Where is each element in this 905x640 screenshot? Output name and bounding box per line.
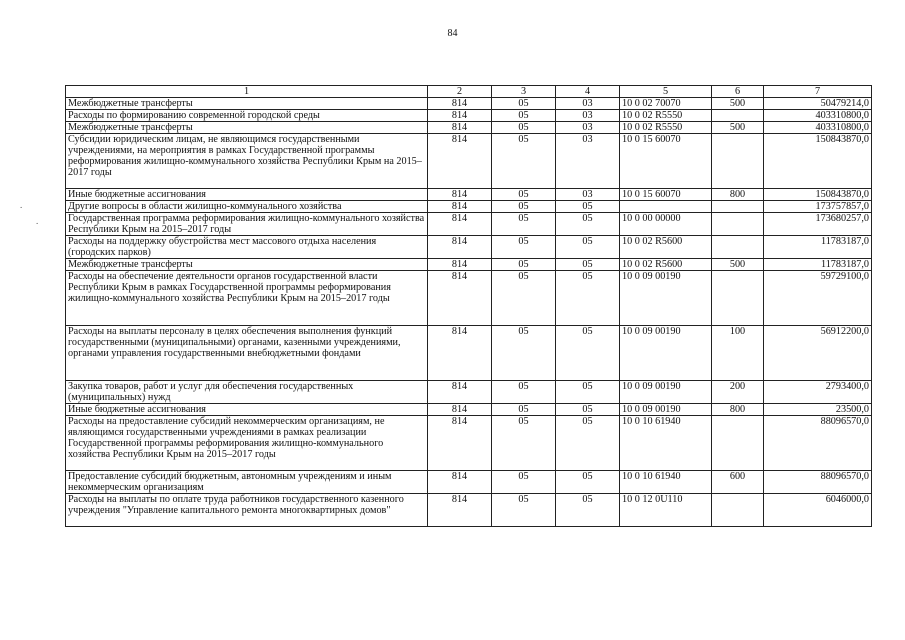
cell-rz: 05 [492, 494, 556, 527]
cell-ved: 814 [428, 471, 492, 494]
cell-csr: 10 0 09 00190 [620, 381, 712, 404]
cell-sum: 173680257,0 [764, 213, 872, 236]
cell-pr: 05 [556, 471, 620, 494]
cell-name: Расходы на предоставление субсидий некоммерческим организациям, не являющимся государственными учреждениями в рамках реализации Государственной программы реформирования жилищно-коммунального хозяйства Республики Крым на 2015–2017 годы [66, 416, 428, 471]
cell-vr: 500 [712, 98, 764, 110]
cell-ved: 814 [428, 110, 492, 122]
table-row [66, 201, 872, 213]
cell-ved: 814 [428, 259, 492, 271]
cell-pr: 05 [556, 404, 620, 416]
cell-ved: 814 [428, 271, 492, 326]
cell-pr: 05 [556, 494, 620, 527]
cell-vr: 200 [712, 381, 764, 404]
cell-rz: 05 [492, 471, 556, 494]
table-body [66, 98, 872, 527]
cell-csr: 10 0 09 00190 [620, 326, 712, 381]
cell-pr: 05 [556, 326, 620, 381]
cell-csr: 10 0 09 00190 [620, 404, 712, 416]
cell-rz: 05 [492, 201, 556, 213]
cell-ved: 814 [428, 98, 492, 110]
cell-pr: 05 [556, 201, 620, 213]
cell-rz: 05 [492, 189, 556, 201]
table-row [66, 271, 872, 326]
table-row [66, 381, 872, 404]
cell-name: Межбюджетные трансферты [66, 259, 428, 271]
cell-rz: 05 [492, 271, 556, 326]
cell-vr: 800 [712, 404, 764, 416]
cell-ved: 814 [428, 189, 492, 201]
cell-csr: 10 0 10 61940 [620, 471, 712, 494]
cell-pr: 03 [556, 189, 620, 201]
cell-sum: 88096570,0 [764, 471, 872, 494]
cell-name: Иные бюджетные ассигнования [66, 404, 428, 416]
cell-name: Расходы на обеспечение деятельности органов государственной власти Республики Крым в рамках Государственной программы реформирования жилищно-коммунального хозяйства Республики Крым на 2015–2017 годы [66, 271, 428, 326]
side-mark: . [20, 200, 23, 210]
cell-csr: 10 0 12 0U110 [620, 494, 712, 527]
cell-ved: 814 [428, 122, 492, 134]
cell-vr [712, 271, 764, 326]
column-header: 5 [620, 86, 712, 98]
cell-vr [712, 213, 764, 236]
cell-vr [712, 201, 764, 213]
cell-vr: 800 [712, 189, 764, 201]
cell-rz: 05 [492, 404, 556, 416]
table-row [66, 213, 872, 236]
cell-ved: 814 [428, 213, 492, 236]
cell-vr: 500 [712, 259, 764, 271]
cell-csr: 10 0 15 60070 [620, 134, 712, 189]
table-row [66, 189, 872, 201]
table-row [66, 259, 872, 271]
table-row [66, 494, 872, 527]
cell-name: Расходы на выплаты персоналу в целях обеспечения выполнения функций государственными (муниципальными) органами, казенными учреждениями, органами управления государственными внебюджетными фондами [66, 326, 428, 381]
cell-name: Расходы на поддержку обустройства мест массового отдыха населения (городских парков) [66, 236, 428, 259]
column-header: 3 [492, 86, 556, 98]
cell-sum: 50479214,0 [764, 98, 872, 110]
cell-ved: 814 [428, 236, 492, 259]
cell-vr [712, 134, 764, 189]
cell-sum: 150843870,0 [764, 134, 872, 189]
side-mark: . [36, 216, 39, 226]
cell-sum: 403310800,0 [764, 122, 872, 134]
cell-sum: 11783187,0 [764, 259, 872, 271]
cell-name: Другие вопросы в области жилищно-коммунального хозяйства [66, 201, 428, 213]
cell-name: Предоставление субсидий бюджетным, автономным учреждениям и иным некоммерческим организациям [66, 471, 428, 494]
table-row [66, 236, 872, 259]
cell-pr: 03 [556, 122, 620, 134]
cell-vr [712, 494, 764, 527]
cell-ved: 814 [428, 404, 492, 416]
cell-name: Иные бюджетные ассигнования [66, 189, 428, 201]
cell-csr: 10 0 15 60070 [620, 189, 712, 201]
cell-sum: 23500,0 [764, 404, 872, 416]
cell-csr: 10 0 10 61940 [620, 416, 712, 471]
cell-csr: 10 0 02 R5550 [620, 122, 712, 134]
cell-sum: 403310800,0 [764, 110, 872, 122]
cell-pr: 05 [556, 416, 620, 471]
cell-pr: 05 [556, 259, 620, 271]
cell-csr [620, 201, 712, 213]
cell-pr: 05 [556, 381, 620, 404]
cell-name: Межбюджетные трансферты [66, 122, 428, 134]
cell-name: Расходы по формированию современной городской среды [66, 110, 428, 122]
cell-rz: 05 [492, 122, 556, 134]
cell-sum: 88096570,0 [764, 416, 872, 471]
cell-ved: 814 [428, 134, 492, 189]
table-row [66, 404, 872, 416]
cell-name: Закупка товаров, работ и услуг для обеспечения государственных (муниципальных) нужд [66, 381, 428, 404]
cell-sum: 11783187,0 [764, 236, 872, 259]
column-header: 1 [66, 86, 428, 98]
cell-rz: 05 [492, 236, 556, 259]
cell-name: Государственная программа реформирования жилищно-коммунального хозяйства Республики Крым на 2015–2017 годы [66, 213, 428, 236]
cell-ved: 814 [428, 381, 492, 404]
cell-rz: 05 [492, 416, 556, 471]
cell-name: Субсидии юридическим лицам, не являющимся государственными учреждениями, на мероприятия в рамках Государственной программы реформирования жилищно-коммунального хозяйства Республики Крым на 2015–2017 годы [66, 134, 428, 189]
cell-vr [712, 236, 764, 259]
cell-rz: 05 [492, 326, 556, 381]
cell-pr: 05 [556, 236, 620, 259]
cell-rz: 05 [492, 98, 556, 110]
cell-pr: 03 [556, 110, 620, 122]
page-number: 84 [447, 28, 458, 39]
table-row [66, 134, 872, 189]
cell-pr: 03 [556, 98, 620, 110]
cell-rz: 05 [492, 381, 556, 404]
cell-sum: 59729100,0 [764, 271, 872, 326]
table-row [66, 416, 872, 471]
table-row [66, 98, 872, 110]
table-row [66, 110, 872, 122]
cell-vr: 500 [712, 122, 764, 134]
column-header: 2 [428, 86, 492, 98]
cell-ved: 814 [428, 416, 492, 471]
cell-ved: 814 [428, 326, 492, 381]
cell-sum: 150843870,0 [764, 189, 872, 201]
cell-sum: 173757857,0 [764, 201, 872, 213]
cell-csr: 10 0 02 R5600 [620, 259, 712, 271]
column-header: 6 [712, 86, 764, 98]
cell-csr: 10 0 00 00000 [620, 213, 712, 236]
table-row [66, 122, 872, 134]
cell-csr: 10 0 02 R5600 [620, 236, 712, 259]
cell-rz: 05 [492, 110, 556, 122]
cell-pr: 05 [556, 213, 620, 236]
cell-ved: 814 [428, 201, 492, 213]
cell-vr [712, 416, 764, 471]
column-header: 4 [556, 86, 620, 98]
cell-rz: 05 [492, 259, 556, 271]
cell-sum: 56912200,0 [764, 326, 872, 381]
cell-name: Межбюджетные трансферты [66, 98, 428, 110]
table-row [66, 471, 872, 494]
column-header: 7 [764, 86, 872, 98]
cell-name: Расходы на выплаты по оплате труда работников государственного казенного учреждения "Управление капитального ремонта многоквартирных домов" [66, 494, 428, 527]
cell-pr: 05 [556, 271, 620, 326]
cell-vr: 600 [712, 471, 764, 494]
budget-table [65, 85, 872, 527]
cell-vr: 100 [712, 326, 764, 381]
cell-sum: 2793400,0 [764, 381, 872, 404]
cell-csr: 10 0 02 R5550 [620, 110, 712, 122]
table-header-row [66, 86, 872, 98]
cell-csr: 10 0 02 70070 [620, 98, 712, 110]
cell-rz: 05 [492, 213, 556, 236]
cell-vr [712, 110, 764, 122]
cell-sum: 6046000,0 [764, 494, 872, 527]
cell-rz: 05 [492, 134, 556, 189]
cell-ved: 814 [428, 494, 492, 527]
cell-csr: 10 0 09 00190 [620, 271, 712, 326]
cell-pr: 03 [556, 134, 620, 189]
table-row [66, 326, 872, 381]
